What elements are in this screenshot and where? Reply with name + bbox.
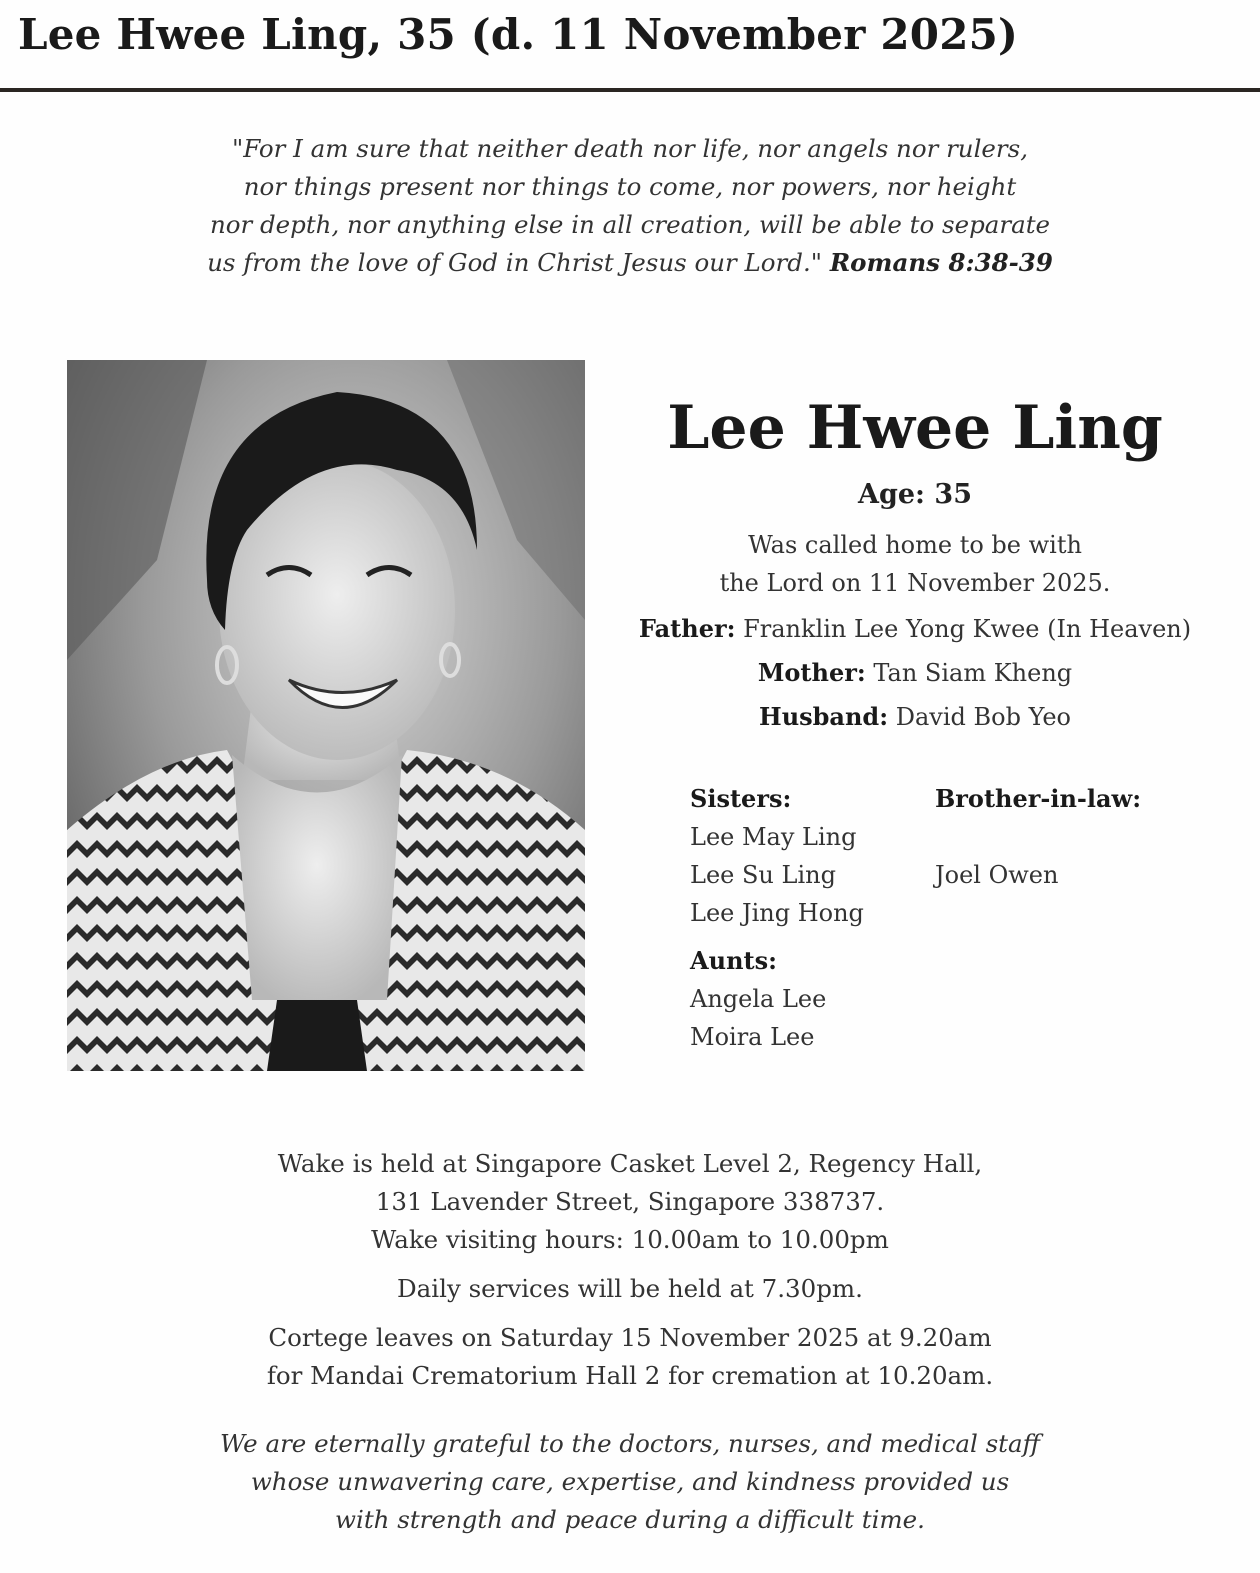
verse-line: nor depth, nor anything else in all creation, will be able to separate [209, 210, 1051, 239]
verse-reference: Romans 8:38-39 [829, 248, 1053, 277]
husband-name: David Bob Yeo [895, 703, 1071, 731]
thanks-line: whose unwavering care, expertise, and kindness provided us [250, 1467, 1010, 1496]
sister-name: Lee May Ling [690, 823, 857, 851]
portrait-photo [67, 360, 585, 1071]
bible-verse [130, 130, 1130, 282]
verse-line-text: us from the love of God in Christ Jesus our Lord." [207, 248, 823, 277]
verse-line-last [130, 244, 1130, 282]
wake-info [130, 1145, 1130, 1395]
age-line [600, 478, 1230, 512]
deceased-details [600, 390, 1230, 734]
verse-line: "For I am sure that neither death nor life, nor angels nor rulers, [232, 134, 1028, 163]
page-title: Lee Hwee Ling, 35 (d. 11 November 2025) [18, 10, 1019, 59]
father-label: Father: [638, 614, 736, 643]
verse-line: nor things present nor things to come, nor powers, nor height [243, 172, 1017, 201]
wake-line: Wake is held at Singapore Casket Level 2, Regency Hall, [277, 1149, 983, 1178]
portrait-illustration [67, 360, 585, 1071]
husband-line [600, 700, 1230, 734]
wake-line: Wake visiting hours: 10.00am to 10.00pm [371, 1225, 889, 1254]
aunts-column [690, 942, 826, 1056]
sisters-column [690, 780, 864, 932]
mother-line [600, 656, 1230, 690]
services-line: Daily services will be held at 7.30pm. [397, 1274, 863, 1303]
sister-name: Lee Jing Hong [690, 899, 864, 927]
sister-name: Lee Su Ling [690, 861, 836, 889]
aunt-name: Moira Lee [690, 1023, 815, 1051]
aunts-label: Aunts: [690, 946, 777, 975]
father-name: Franklin Lee Yong Kwee (In Heaven) [743, 615, 1192, 643]
cortege-line: for Mandai Crematorium Hall 2 for cremation at 10.20am. [266, 1361, 994, 1390]
wake-line: 131 Lavender Street, Singapore 338737. [375, 1187, 885, 1216]
called-home-line: the Lord on 11 November 2025. [719, 569, 1111, 597]
page-header [0, 0, 1260, 92]
cortege-line: Cortege leaves on Saturday 15 November 2025 at 9.20am [268, 1323, 992, 1352]
thanks-note [130, 1425, 1130, 1539]
brother-in-law-label: Brother-in-law: [935, 784, 1142, 813]
husband-label: Husband: [759, 702, 889, 731]
called-home-text [600, 526, 1230, 602]
brother-in-law-name: Joel Owen [935, 861, 1059, 889]
sisters-label: Sisters: [690, 784, 792, 813]
age-label: Age: [858, 479, 925, 510]
thanks-line: with strength and peace during a difficult time. [335, 1505, 925, 1534]
aunt-name: Angela Lee [690, 985, 827, 1013]
mother-label: Mother: [757, 658, 866, 687]
deceased-name: Lee Hwee Ling [667, 393, 1163, 463]
thanks-line: We are eternally grateful to the doctors, nurses, and medical staff [220, 1429, 1040, 1458]
brother-in-law-column [935, 780, 1141, 894]
age-value: 35 [934, 479, 972, 510]
called-home-line: Was called home to be with [748, 531, 1082, 559]
father-line [600, 612, 1230, 646]
mother-name: Tan Siam Kheng [873, 659, 1073, 687]
